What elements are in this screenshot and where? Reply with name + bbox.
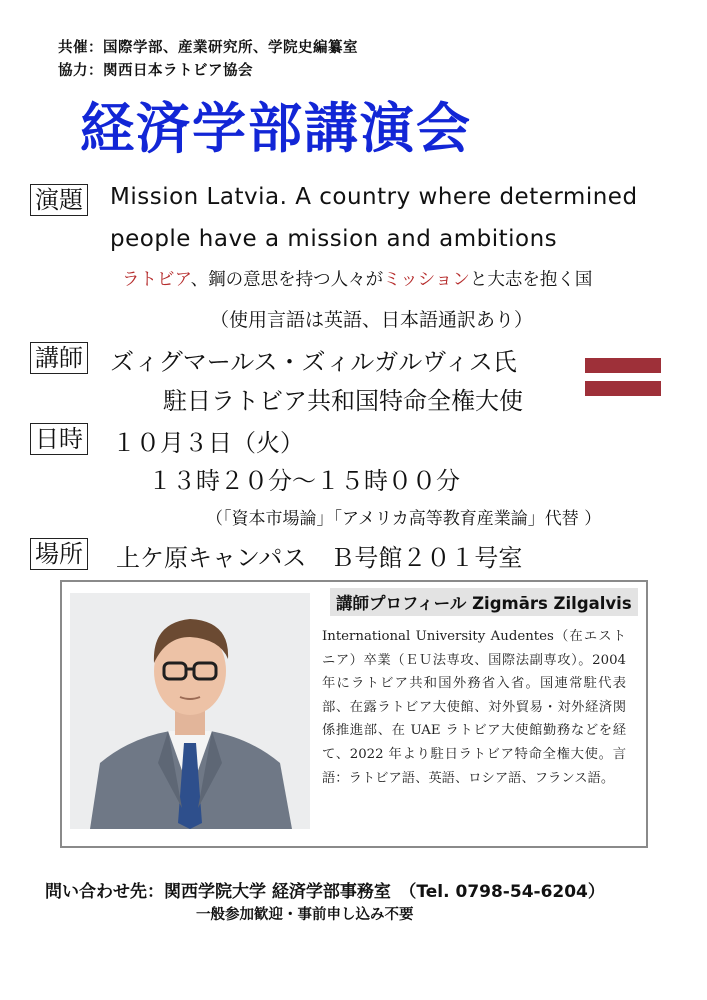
topic-english-line2: people have a mission and ambitions [110, 226, 558, 252]
event-date: １０月３日（火） [112, 429, 304, 457]
datetime-label: 日時 [30, 423, 88, 455]
participation-note: 一般参加歓迎・事前申し込み不要 [196, 907, 414, 923]
course-substitute-note: （「資本市場論」「アメリカ高等教育産業論」代替 ） [206, 509, 602, 529]
topic-japanese [122, 266, 592, 291]
topic-english-line1: Mission Latvia. A country where determined [110, 184, 638, 210]
organizer-line: 共催：国際学部、産業研究所、学院史編纂室 [58, 40, 358, 56]
topic-japanese-part-4: と大志を抱く国 [469, 270, 593, 290]
lecturer-position: 駐日ラトビア共和国特命全権大使 [163, 387, 523, 415]
lecturer-label: 講師 [30, 342, 88, 374]
event-time: １３時２０分～１５時００分 [148, 467, 460, 495]
contact-info: 問い合わせ先：関西学院大学 経済学部事務室 （Tel. 0798-54-6204） [45, 882, 605, 902]
topic-japanese-part-mission: ミッション [383, 270, 470, 290]
flag-stripe-middle [585, 373, 661, 381]
lecturer-name: ズィグマールス・ズィルガルヴィス氏 [110, 348, 517, 376]
profile-text: International University Audentes（在エストニア）卒業（ＥＵ法専攻、国際法副専攻）。2004 年にラトビア共和国外務省入省。国連常駐代表部、在露ラトビア大使館、対外貿易・対外経済関係推進部、在 UAE ラトビア大使館勤務などを経て、2022 年より駐日ラトビア特命全権大使。言語：ラトビア語、英語、ロシア語、フランス語。 [322, 629, 626, 786]
language-note: （使用言語は英語、日本語通訳あり） [210, 309, 534, 331]
lecturer-portrait-icon [70, 593, 310, 829]
cooperation-line: 協力：関西日本ラトビア協会 [58, 63, 253, 79]
latvia-flag-icon [585, 358, 661, 396]
topic-label: 演題 [30, 184, 88, 216]
page-title: 経済学部講演会 [80, 97, 472, 160]
venue-label: 場所 [30, 538, 88, 570]
lecturer-photo [70, 593, 310, 829]
flag-stripe-bottom [585, 381, 661, 396]
topic-japanese-part-latvia: ラトビア [122, 270, 191, 290]
topic-japanese-part-2: 、鋼の意思を持つ人々が [190, 270, 384, 290]
profile-heading: 講師プロフィール Zigmārs Zilgalvis [330, 588, 638, 616]
venue-place: 上ケ原キャンパス Ｂ号館２０１号室 [116, 544, 523, 572]
flag-stripe-top [585, 358, 661, 373]
